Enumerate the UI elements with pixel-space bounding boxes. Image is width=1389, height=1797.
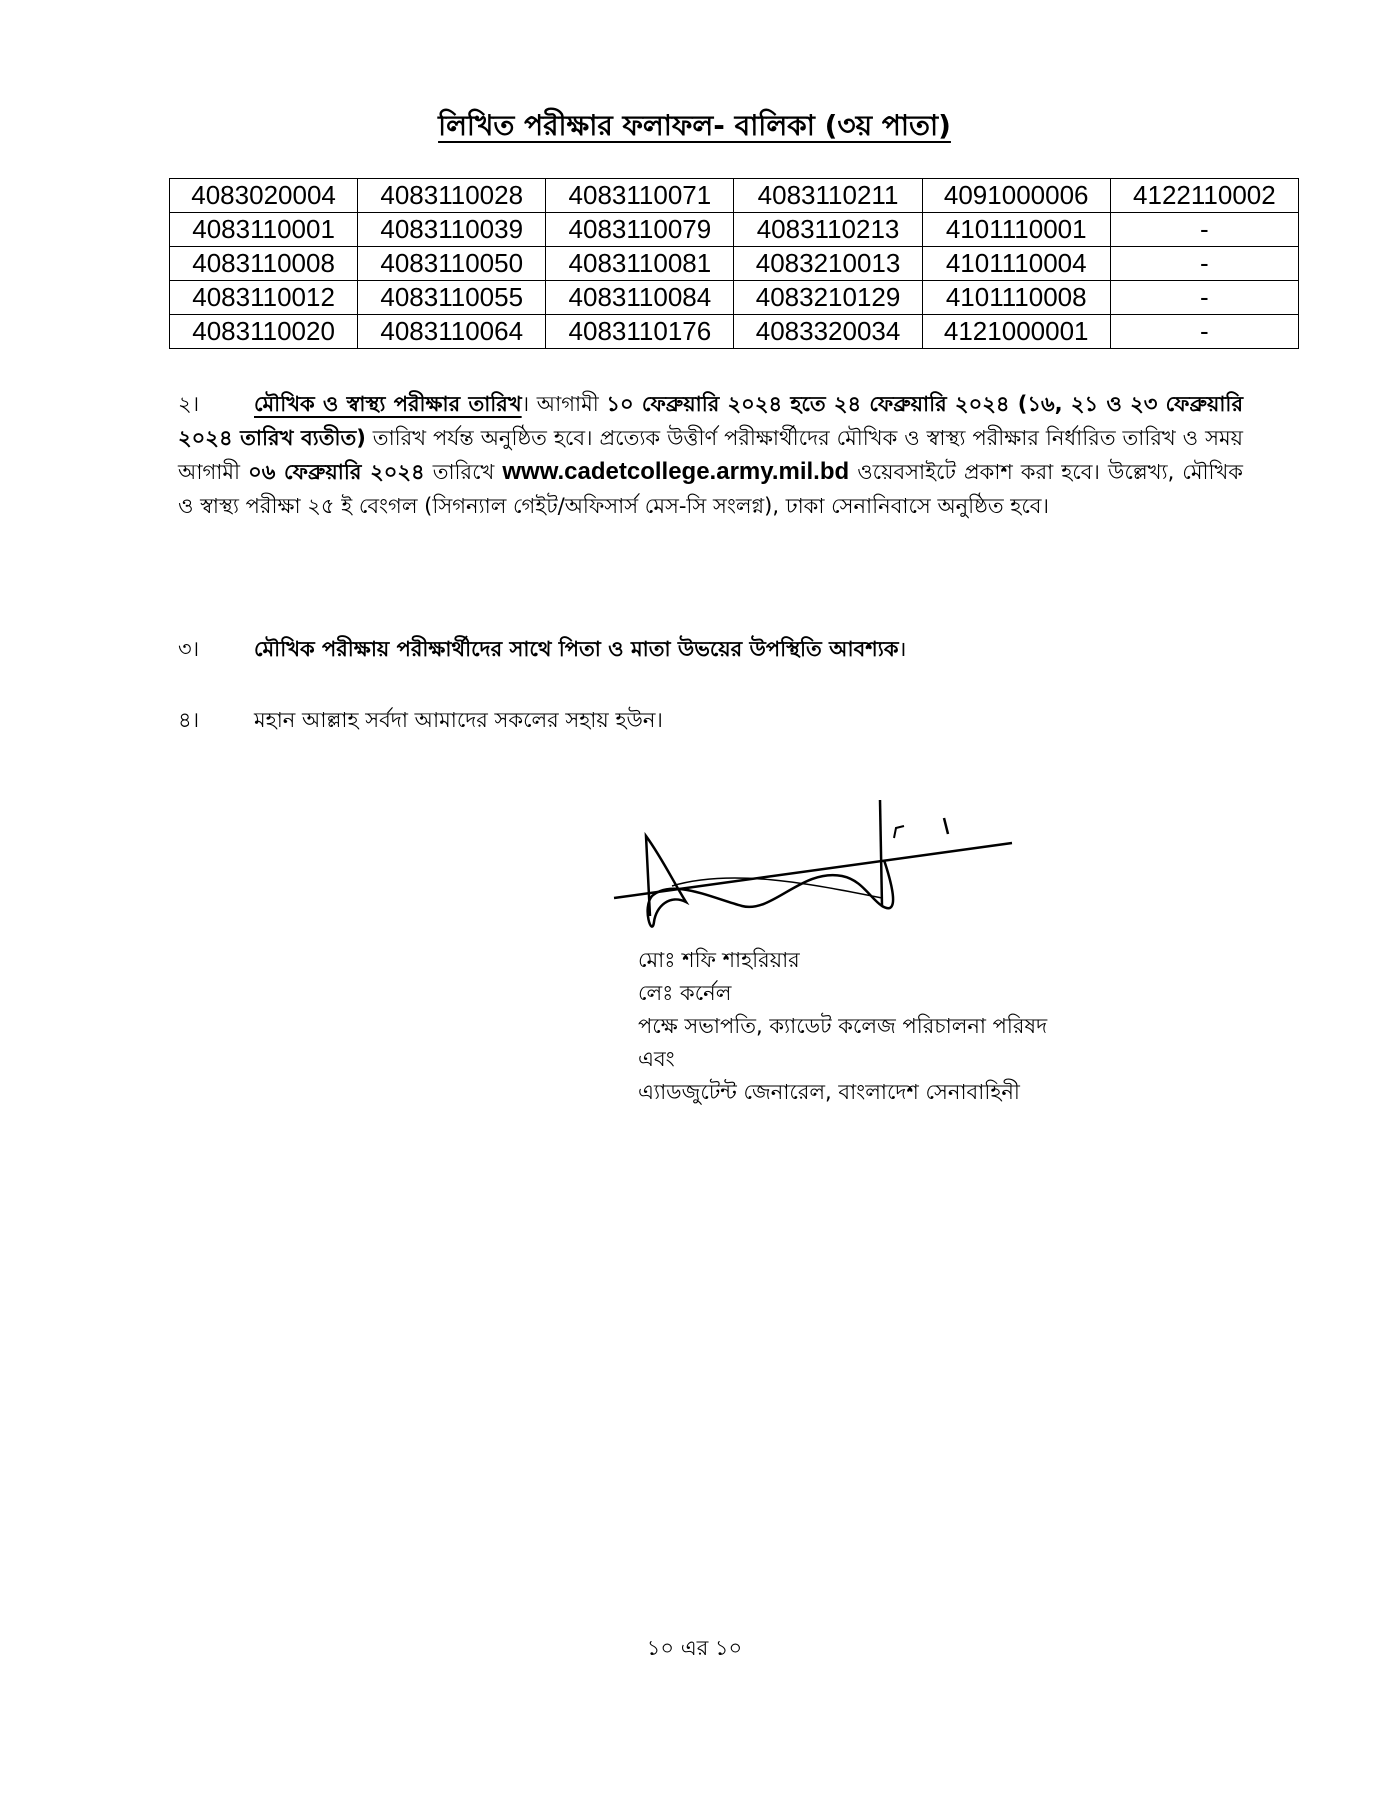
table-cell: 4083110064	[358, 315, 546, 349]
table-cell: 4101110004	[922, 247, 1110, 281]
table-cell: 4083210129	[734, 281, 922, 315]
website-link[interactable]: www.cadetcollege.army.mil.bd	[502, 458, 850, 485]
table-cell: 4083110211	[734, 179, 922, 213]
table-row	[170, 247, 1299, 281]
table-cell: 4083320034	[734, 315, 922, 349]
table-cell: 4101110001	[922, 213, 1110, 247]
table-cell: 4083110213	[734, 213, 922, 247]
table-cell: 4083110079	[546, 213, 734, 247]
table-cell: -	[1110, 247, 1298, 281]
signer-office: এ্যাডজুটেন্ট জেনারেল, বাংলাদেশ সেনাবাহিনী	[638, 1080, 1020, 1104]
table-cell: 4091000006	[922, 179, 1110, 213]
paragraph-3	[178, 632, 1243, 666]
table-cell: 4083110020	[170, 315, 358, 349]
exam-date-range: ১০ ফেব্রুয়ারি ২০২৪ হতে ২৪ ফেব্রুয়ারি ২০২৪ (১৬, ২১ ও ২৩ ফেব্রুয়ারি ২০২৪ তারিখ ব্যতীত)	[178, 392, 1243, 450]
table-cell: 4083110084	[546, 281, 734, 315]
table-cell: 4083110008	[170, 247, 358, 281]
signer-block	[638, 944, 1047, 1109]
table-cell: 4083110039	[358, 213, 546, 247]
results-table	[169, 178, 1299, 349]
page-number: ১০ এর ১০	[646, 1636, 743, 1660]
table-cell: 4101110008	[922, 281, 1110, 315]
paragraph-text: ওয়েবসাইটে প্রকাশ করা হবে। উল্লেখ্য, মৌখিক ও স্বাস্থ্য পরীক্ষা ২৫ ই বেংগল (সিগন্যাল গেইট/অফিসার্স মেস-সি সংলগ্ন), ঢাকা সেনানিবাসে অনুষ্ঠিত হবে।	[178, 460, 1243, 518]
paragraph-text: তারিখে	[424, 460, 503, 484]
table-cell: 4083020004	[170, 179, 358, 213]
signature-image	[612, 798, 1032, 948]
table-cell: -	[1110, 281, 1298, 315]
table-cell: -	[1110, 315, 1298, 349]
signer-conjunction: এবং	[638, 1047, 675, 1071]
table-cell: 4083210013	[734, 247, 922, 281]
table-row	[170, 281, 1299, 315]
signer-designation: পক্ষে সভাপতি, ক্যাডেট কলেজ পরিচালনা পরিষদ	[638, 1014, 1048, 1038]
paragraph-2	[178, 387, 1243, 523]
table-cell: 4083110001	[170, 213, 358, 247]
paragraph-text: ।	[898, 637, 907, 661]
table-cell: 4083110055	[358, 281, 546, 315]
publish-date: ০৬ ফেব্রুয়ারি ২০২৪	[248, 460, 425, 484]
paragraph-number: ৩।	[178, 637, 200, 661]
paragraph-number: ২।	[178, 392, 200, 416]
table-cell: 4121000001	[922, 315, 1110, 349]
table-cell: 4083110081	[546, 247, 734, 281]
table-row	[170, 179, 1299, 213]
table-cell: 4083110050	[358, 247, 546, 281]
table-row	[170, 315, 1299, 349]
table-cell: 4083110028	[358, 179, 546, 213]
table-cell: -	[1110, 213, 1298, 247]
paragraph-4	[178, 703, 1243, 737]
table-cell: 4122110002	[1110, 179, 1298, 213]
exam-date-heading: মৌখিক ও স্বাস্থ্য পরীক্ষার তারিখ	[254, 392, 522, 416]
table-cell: 4083110012	[170, 281, 358, 315]
paragraph-text: । আগামী	[521, 392, 607, 416]
closing-prayer: মহান আল্লাহ সর্বদা আমাদের সকলের সহায় হউন।	[254, 708, 663, 732]
page-title: লিখিত পরীক্ষার ফলাফল- বালিকা (৩য় পাতা)	[438, 109, 951, 142]
paragraph-number: ৪।	[178, 708, 200, 732]
table-row	[170, 213, 1299, 247]
signer-rank: লেঃ কর্নেল	[638, 981, 732, 1005]
table-cell: 4083110071	[546, 179, 734, 213]
parent-attendance-note: মৌখিক পরীক্ষায় পরীক্ষার্থীদের সাথে পিতা ও মাতা উভয়ের উপস্থিতি আবশ্যক	[254, 637, 899, 661]
table-cell: 4083110176	[546, 315, 734, 349]
signer-name: মোঃ শফি শাহরিয়ার	[638, 948, 800, 972]
paragraph-text: তারিখ পর্যন্ত অনুষ্ঠিত হবে। প্রত্যেক উত্তীর্ণ পরীক্ষার্থীদের মৌখিক ও স্বাস্থ্য পরীক্ষার নির্ধারিত তারিখ ও সময় আগামী	[178, 426, 1243, 484]
